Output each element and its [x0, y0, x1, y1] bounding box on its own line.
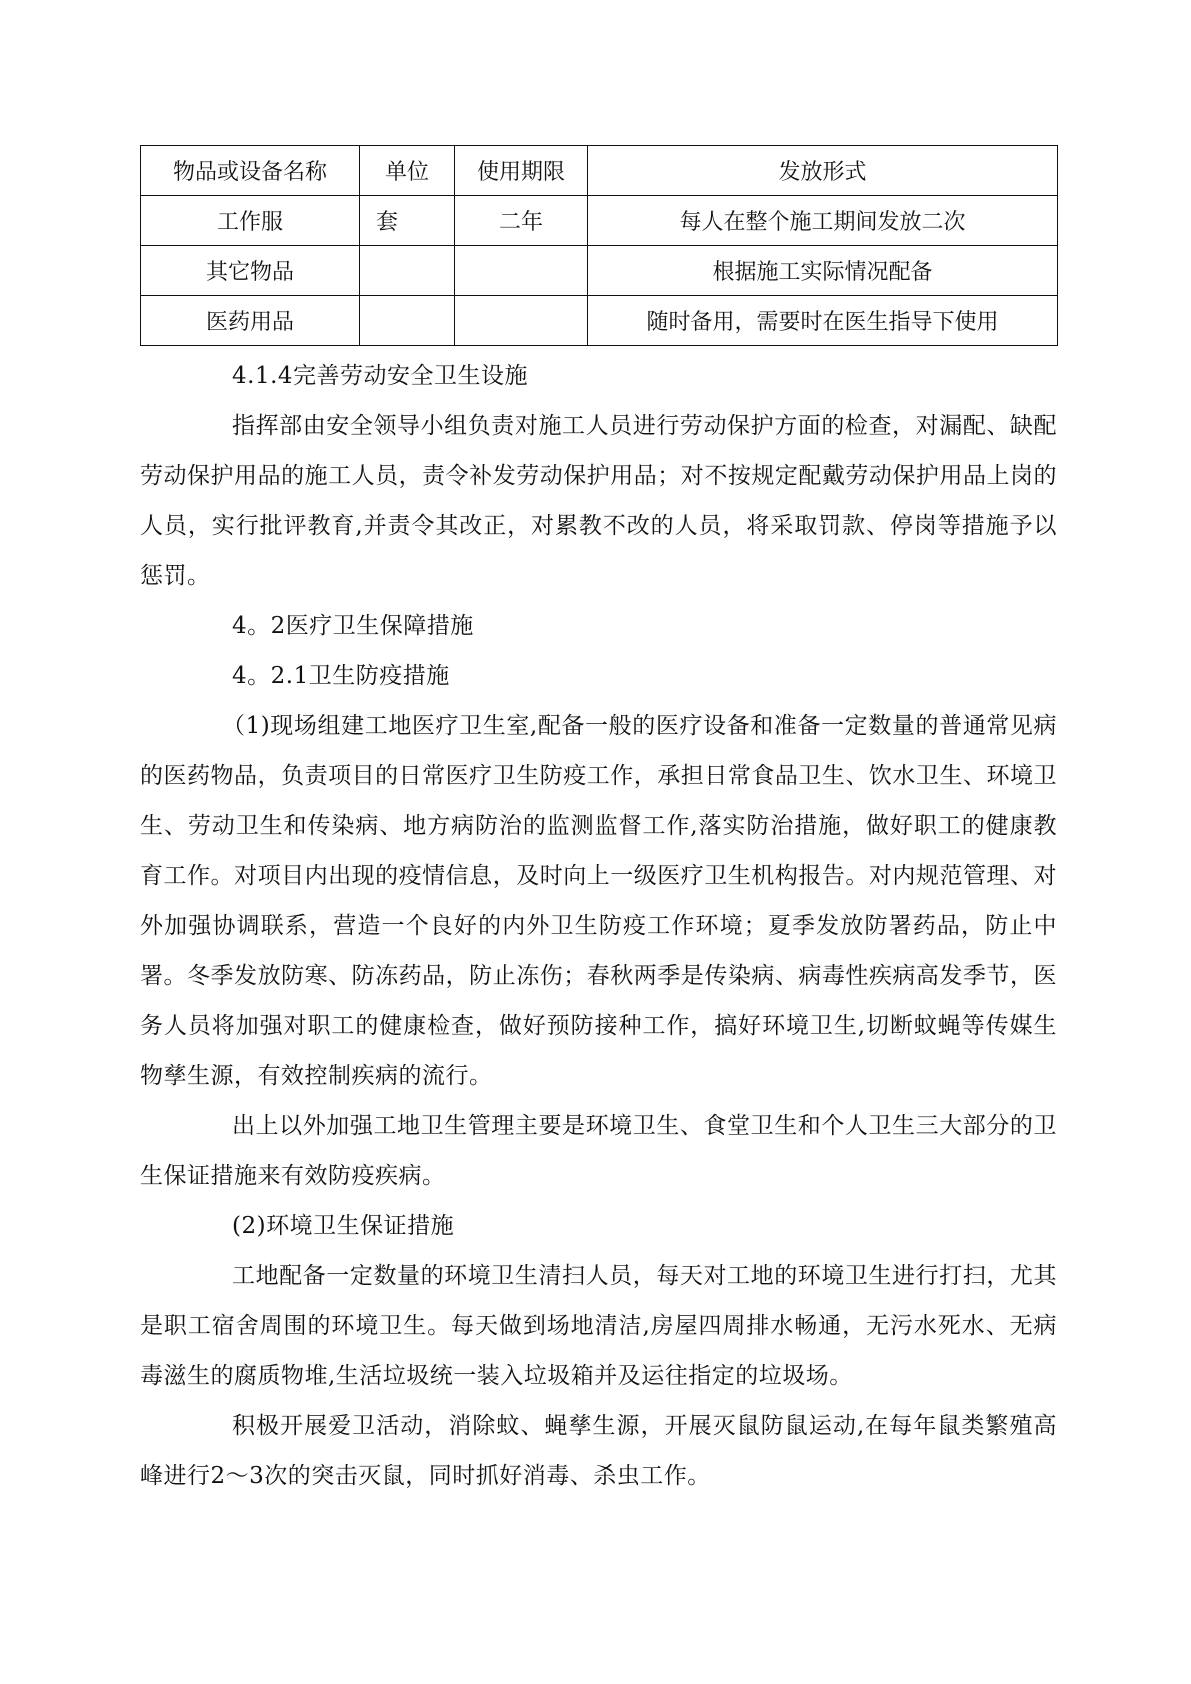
section-heading-4-1-4: 4.1.4完善劳动安全卫生设施 [232, 363, 529, 389]
header-cell-distribution: 发放形式 [588, 146, 1058, 196]
paragraph-hygiene-management: 出上以外加强工地卫生管理主要是环境卫生、食堂卫生和个人卫生三大部分的卫生保证措施来有效防疫疾病。 [140, 1113, 1057, 1189]
table-cell: 每人在整个施工期间发放二次 [588, 196, 1058, 246]
table-cell: 根据施工实际情况配备 [588, 246, 1058, 296]
paragraph-pest-control: 积极开展爱卫活动，消除蚊、蝇孳生源，开展灭鼠防鼠运动,在每年鼠类繁殖高峰进行2～3次的突击灭鼠，同时抓好消毒、杀虫工作。 [140, 1413, 1057, 1489]
header-cell-unit: 单位 [360, 146, 455, 196]
protective-items-table [140, 145, 1058, 346]
header-cell-period: 使用期限 [455, 146, 588, 196]
table-cell: 随时备用，需要时在医生指导下使用 [588, 296, 1058, 346]
header-cell-item-name: 物品或设备名称 [141, 146, 360, 196]
table-cell: 套 [360, 196, 455, 246]
table-cell: 工作服 [141, 196, 360, 246]
table-cell [455, 296, 588, 346]
body-text [140, 351, 1057, 1501]
table-cell: 二年 [455, 196, 588, 246]
table-row [141, 196, 1058, 246]
table-header-row [141, 146, 1058, 196]
paragraph-epidemic-prevention: （1)现场组建工地医疗卫生室,配备一般的医疗设备和准备一定数量的普通常见病的医药物品，负责项目的日常医疗卫生防疫工作，承担日常食品卫生、饮水卫生、环境卫生、劳动卫生和传染病、地方病防治的监测监督工作,落实防治措施，做好职工的健康教育工作。对项目内出现的疫情信息，及时向上一级医疗卫生机构报告。对内规范管理、对外加强协调联系，营造一个良好的内外卫生防疫工作环境；夏季发放防署药品，防止中署。冬季发放防寒、防冻药品，防止冻伤；春秋两季是传染病、病毒性疾病高发季节，医务人员将加强对职工的健康检查，做好预防接种工作，搞好环境卫生,切断蚊蝇等传媒生物孳生源，有效控制疾病的流行。 [140, 713, 1057, 1089]
table-row [141, 246, 1058, 296]
table-cell [455, 246, 588, 296]
section-heading-4-2: 4。2医疗卫生保障措施 [232, 613, 474, 639]
section-heading-4-2-1: 4。2.1卫生防疫措施 [232, 663, 450, 689]
table-cell [360, 246, 455, 296]
paragraph-inspection: 指挥部由安全领导小组负责对施工人员进行劳动保护方面的检查，对漏配、缺配劳动保护用品的施工人员，责令补发劳动保护用品；对不按规定配戴劳动保护用品上岗的人员，实行批评教育,并责令其改正，对累教不改的人员，将采取罚款、停岗等措施予以惩罚。 [140, 413, 1057, 589]
table-cell: 其它物品 [141, 246, 360, 296]
table-cell: 医药用品 [141, 296, 360, 346]
paragraph-environment-cleaning: 工地配备一定数量的环境卫生清扫人员，每天对工地的环境卫生进行打扫，尤其是职工宿舍周围的环境卫生。每天做到场地清洁,房屋四周排水畅通，无污水死水、无病毒滋生的腐质物堆,生活垃圾统一装入垃圾箱并及运往指定的垃圾场。 [140, 1263, 1057, 1389]
table-row [141, 296, 1058, 346]
section-heading-environment: (2)环境卫生保证措施 [232, 1213, 455, 1239]
table-cell [360, 296, 455, 346]
